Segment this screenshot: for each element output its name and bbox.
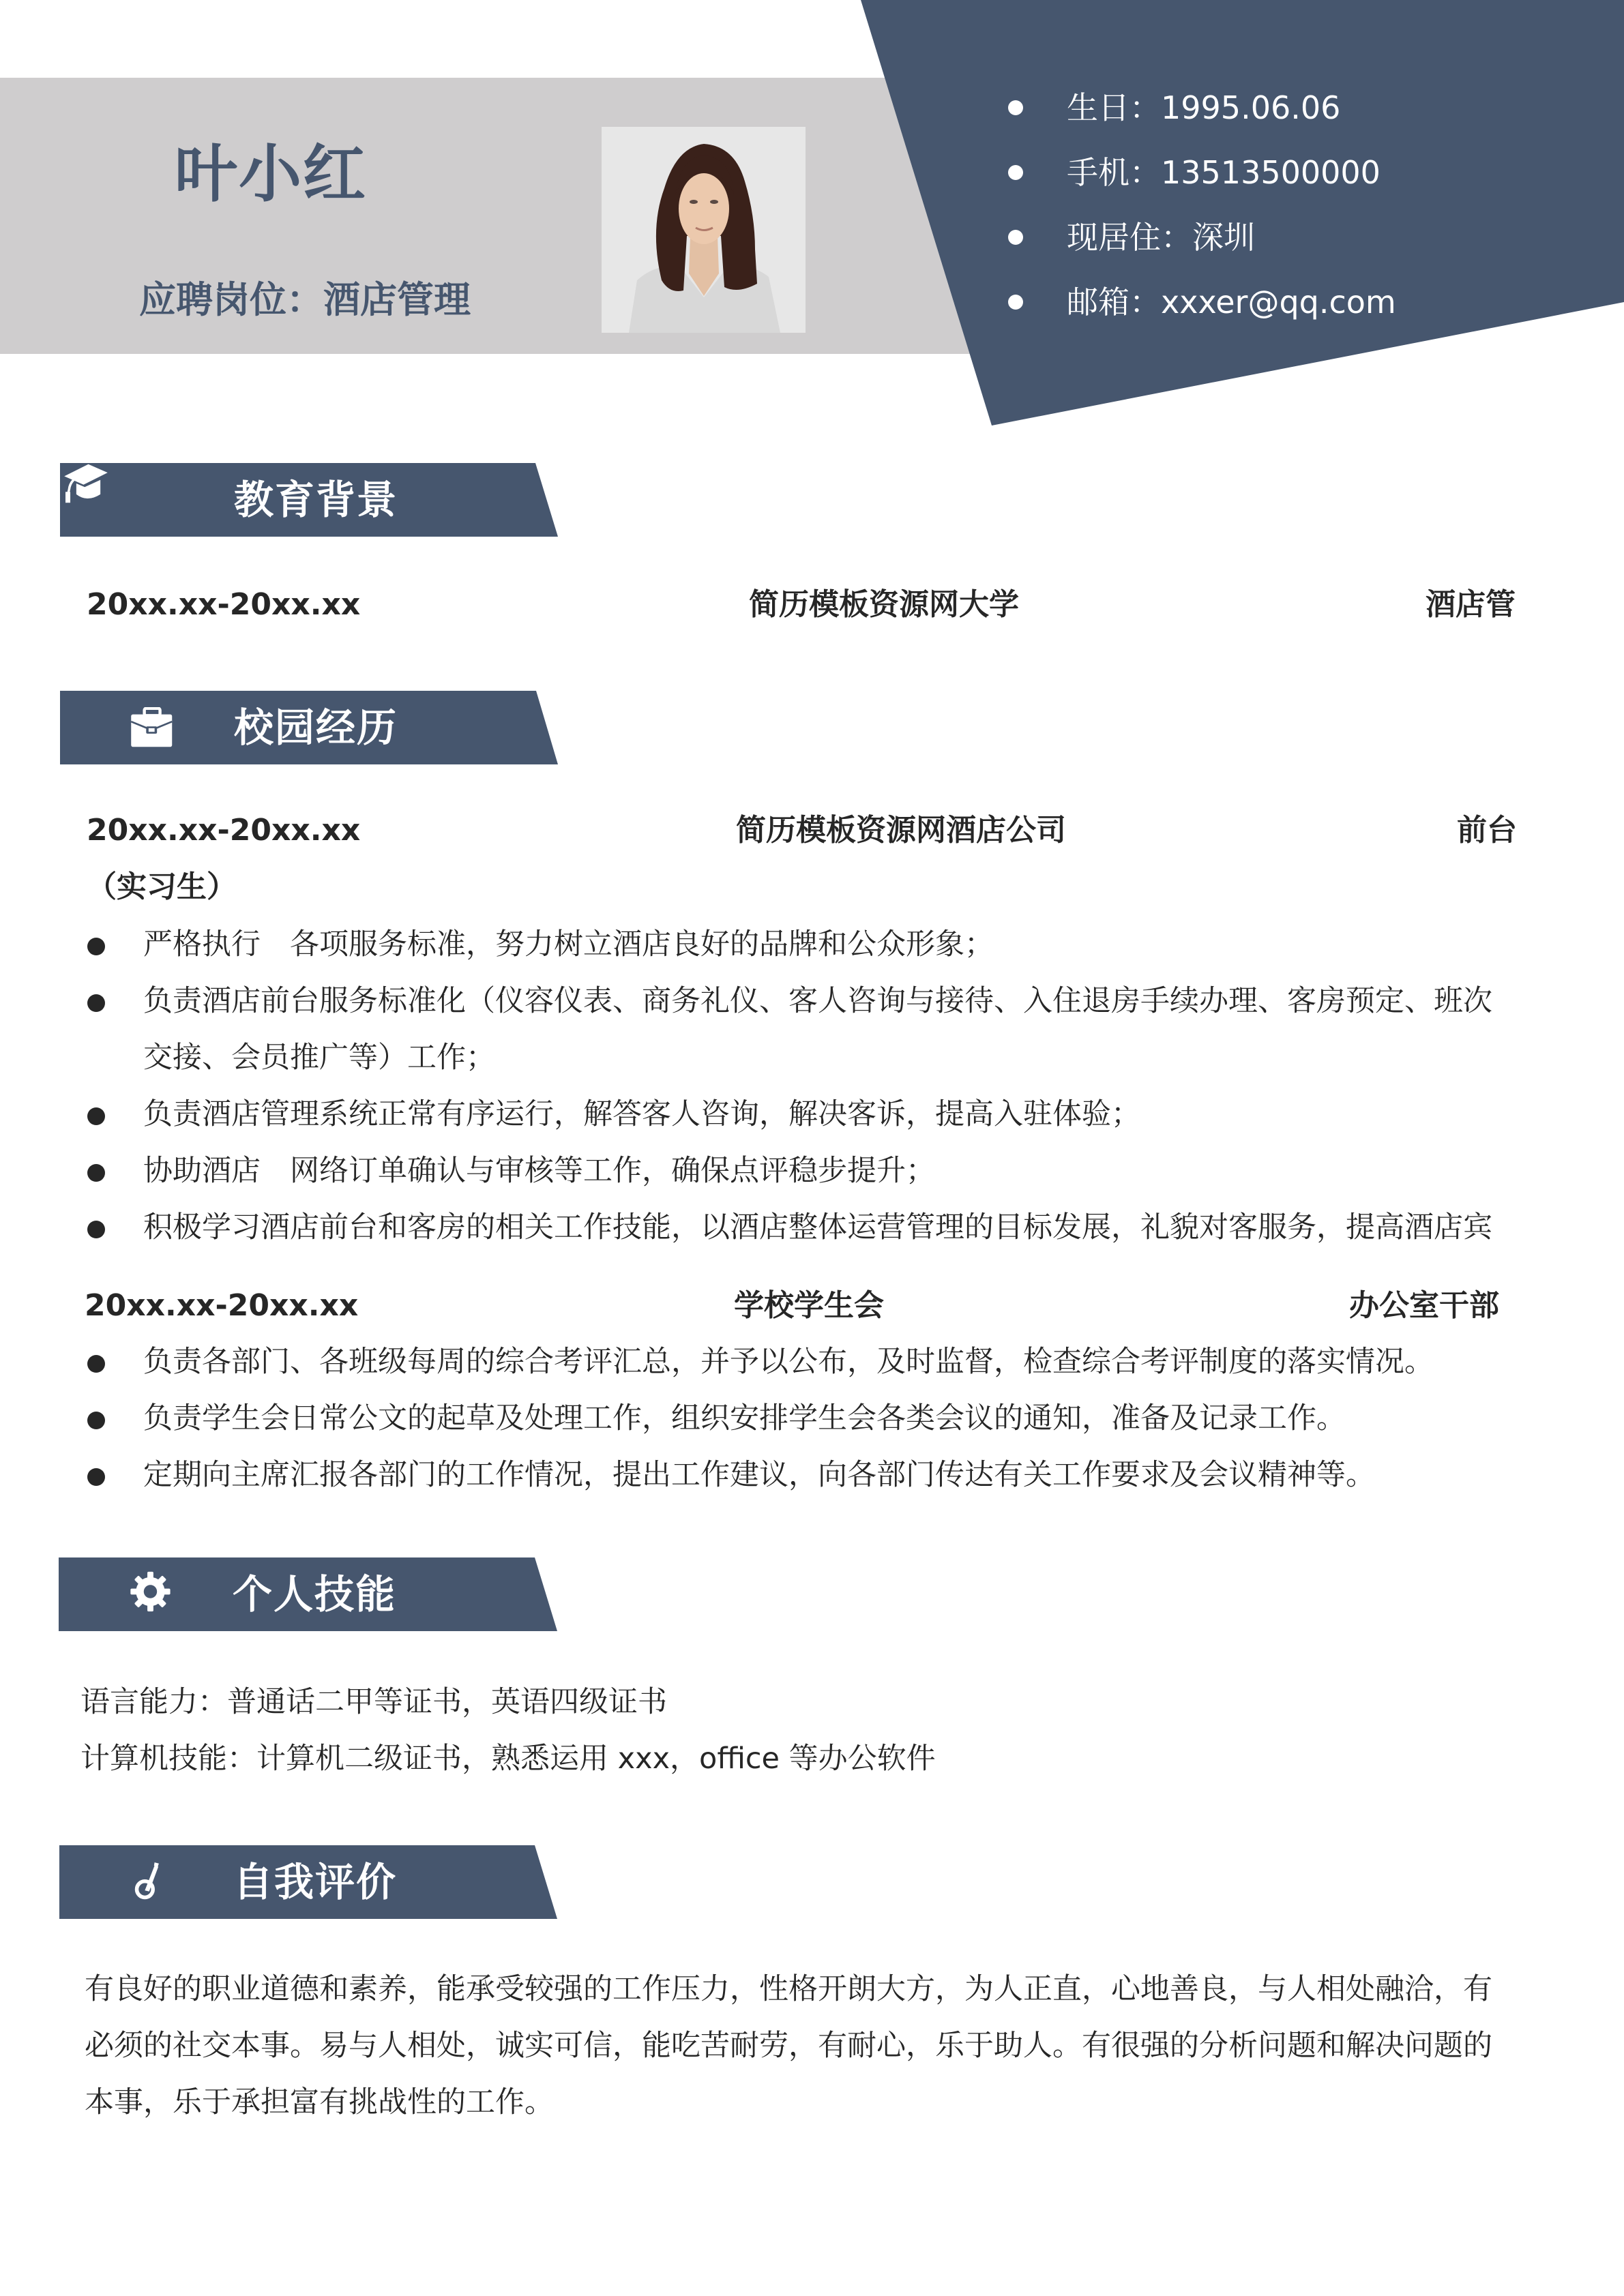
campus-entry-1-header <box>87 810 1519 851</box>
entry-role: 办公室干部 <box>1349 1288 1499 1323</box>
campus-entry-1-bullets <box>82 916 1528 1256</box>
list-item: 协助酒店 网络订单确认与审核等工作，确保点评稳步提升； <box>82 1143 1528 1199</box>
entry-role: 前台 <box>1457 813 1517 848</box>
paragraph-line: 必须的社交本事。易与人相处，诚实可信，能吃苦耐劳，有耐心，乐于助人。有很强的分析问题和解决问题的 <box>85 2029 1492 2063</box>
campus-entry-2-bullets <box>82 1334 1528 1504</box>
role-suffix: （实习生） <box>87 869 237 904</box>
candidate-name: 叶小红 <box>175 138 368 211</box>
email-text: 邮箱：xxxer@qq.com <box>1067 283 1396 320</box>
section-header-self-evaluation <box>59 1845 561 1919</box>
list-item: 负责酒店前台服务标准化（仪容仪表、商务礼仪、客人咨询与接待、入住退房手续办理、客房预定、班次 交接、会员推广等）工作； <box>82 973 1528 1086</box>
section-title: 校园经历 <box>234 704 398 751</box>
campus-entry-1-role-suffix <box>87 867 1519 908</box>
contact-birthday <box>1003 75 1396 140</box>
bullet-icon <box>1008 165 1023 180</box>
bullet-icon <box>1008 230 1023 245</box>
entry-org: 学校学生会 <box>734 1288 884 1323</box>
campus-entry-2-header <box>85 1285 1517 1326</box>
gear-icon <box>127 1571 179 1612</box>
pen-icon <box>128 1860 179 1901</box>
graduation-cap-icon <box>60 463 112 504</box>
list-item: 积极学习酒店前台和客房的相关工作技能，以酒店整体运营管理的目标发展，礼貌对客服务，提高酒店宾 <box>82 1199 1528 1256</box>
section-title: 自我评价 <box>233 1859 398 1905</box>
skills-list <box>80 1674 936 1787</box>
paragraph-line: 本事，乐于承担富有挑战性的工作。 <box>85 2085 554 2119</box>
list-item: 负责酒店管理系统正常有序运行，解答客人咨询，解决客诉，提高入驻体验； <box>82 1086 1528 1143</box>
briefcase-icon <box>127 707 179 748</box>
job-position: 应聘岗位：酒店管理 <box>139 278 471 321</box>
entry-school: 简历模板资源网大学 <box>749 587 1019 622</box>
skill-language: 语言能力：普通话二甲等证书，英语四级证书 <box>80 1685 667 1719</box>
contact-list <box>1003 75 1396 334</box>
entry-major: 酒店管 <box>1426 587 1516 622</box>
contact-email <box>1003 269 1396 334</box>
portrait-photo <box>602 127 806 333</box>
paragraph-line: 有良好的职业道德和素养，能承受较强的工作压力，性格开朗大方，为人正直，心地善良，与人相处融洽，有 <box>85 1972 1492 2006</box>
entry-date: 20xx.xx-20xx.xx <box>87 813 361 848</box>
list-item-continuation: 交接、会员推广等）工作； <box>143 1041 495 1075</box>
self-evaluation-paragraph <box>85 1961 1527 2131</box>
section-title: 个人技能 <box>233 1571 397 1617</box>
section-header-campus <box>60 691 561 764</box>
entry-date: 20xx.xx-20xx.xx <box>87 587 361 622</box>
section-header-skills <box>59 1557 560 1631</box>
bullet-icon <box>1008 295 1023 310</box>
section-title: 教育背景 <box>234 477 398 523</box>
birthday-text: 生日：1995.06.06 <box>1067 89 1341 126</box>
contact-phone <box>1003 140 1396 205</box>
list-item: 定期向主席汇报各部门的工作情况，提出工作建议，向各部门传达有关工作要求及会议精神等。 <box>82 1447 1528 1504</box>
education-entry <box>87 584 1519 625</box>
residence-text: 现居住：深圳 <box>1067 218 1255 256</box>
bullet-icon <box>1008 100 1023 115</box>
contact-residence <box>1003 205 1396 269</box>
section-header-education <box>60 463 561 537</box>
list-item: 严格执行 各项服务标准，努力树立酒店良好的品牌和公众形象； <box>82 916 1528 973</box>
entry-company: 简历模板资源网酒店公司 <box>736 813 1066 848</box>
phone-text: 手机：13513500000 <box>1067 153 1381 191</box>
list-item: 负责各部门、各班级每周的综合考评汇总，并予以公布，及时监督，检查综合考评制度的落实情况。 <box>82 1334 1528 1390</box>
list-item: 负责学生会日常公文的起草及处理工作，组织安排学生会各类会议的通知，准备及记录工作。 <box>82 1390 1528 1447</box>
entry-date: 20xx.xx-20xx.xx <box>85 1288 359 1323</box>
skill-computer: 计算机技能：计算机二级证书，熟悉运用 xxx，office 等办公软件 <box>80 1742 936 1776</box>
